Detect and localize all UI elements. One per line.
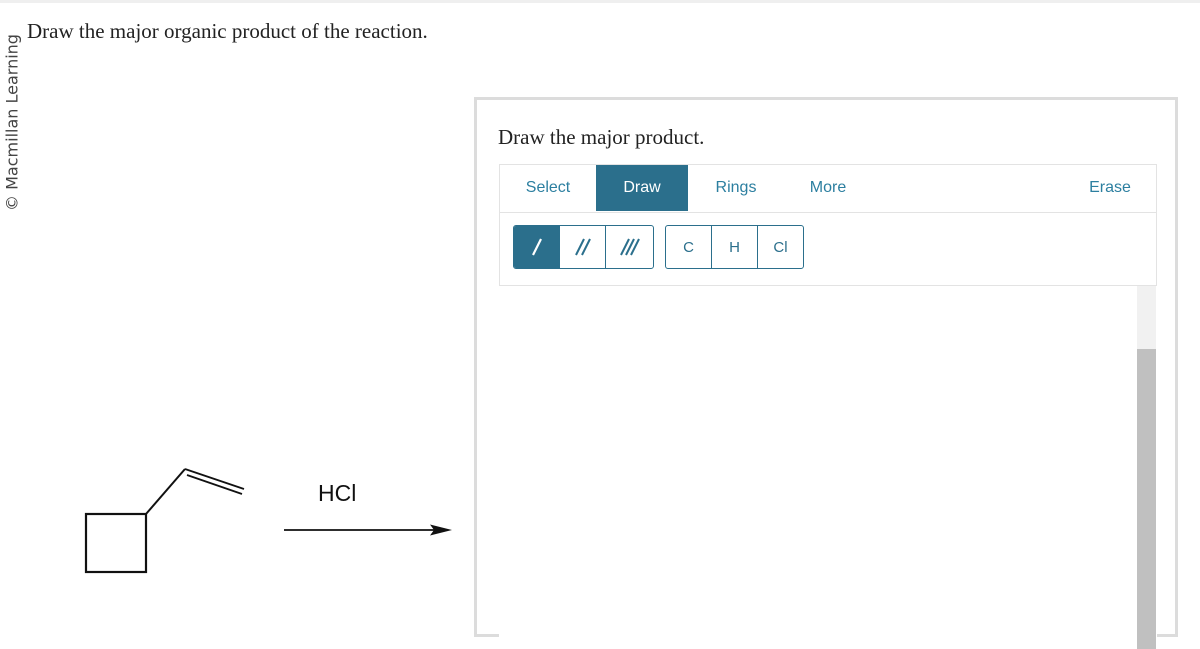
tab-erase[interactable]: Erase: [1089, 179, 1131, 196]
triple-bond-icon[interactable]: [606, 226, 653, 268]
single-bond-icon[interactable]: [514, 226, 560, 268]
question-prompt: Draw the major organic product of the reaction.: [27, 19, 428, 43]
cyclobutane-ring: [86, 514, 146, 572]
copyright-watermark: [0, 30, 22, 220]
top-border: [0, 0, 1200, 3]
panel-title: Draw the major product.: [498, 125, 705, 149]
vinyl-double-bond-1: [185, 469, 244, 489]
atom-hydrogen-button[interactable]: H: [712, 226, 758, 268]
tab-draw[interactable]: Draw: [596, 165, 688, 211]
vinyl-double-bond-2: [187, 475, 242, 494]
copyright-text: © Macmillan Learning: [2, 34, 22, 211]
drawing-panel: [474, 97, 1178, 637]
atom-carbon-button[interactable]: C: [666, 226, 712, 268]
scrollbar-thumb[interactable]: [1137, 349, 1156, 649]
canvas-scrollbar[interactable]: [1137, 286, 1156, 646]
editor-toolbar: [499, 164, 1157, 286]
tab-rings[interactable]: Rings: [715, 179, 757, 196]
toolbar-tabs: [500, 165, 1156, 213]
double-bond-icon[interactable]: [560, 226, 606, 268]
tab-select[interactable]: Select: [525, 179, 571, 196]
reactant-structure: [0, 440, 460, 580]
reaction-arrow-icon: [284, 525, 452, 536]
atom-tools: [665, 225, 804, 269]
atom-chlorine-button[interactable]: Cl: [773, 238, 788, 256]
bond-tools: [513, 225, 654, 269]
ring-to-vinyl-bond: [146, 469, 185, 514]
tab-more[interactable]: More: [809, 179, 847, 196]
drawing-canvas[interactable]: [499, 286, 1157, 646]
reagent-label: HCl: [318, 480, 357, 506]
